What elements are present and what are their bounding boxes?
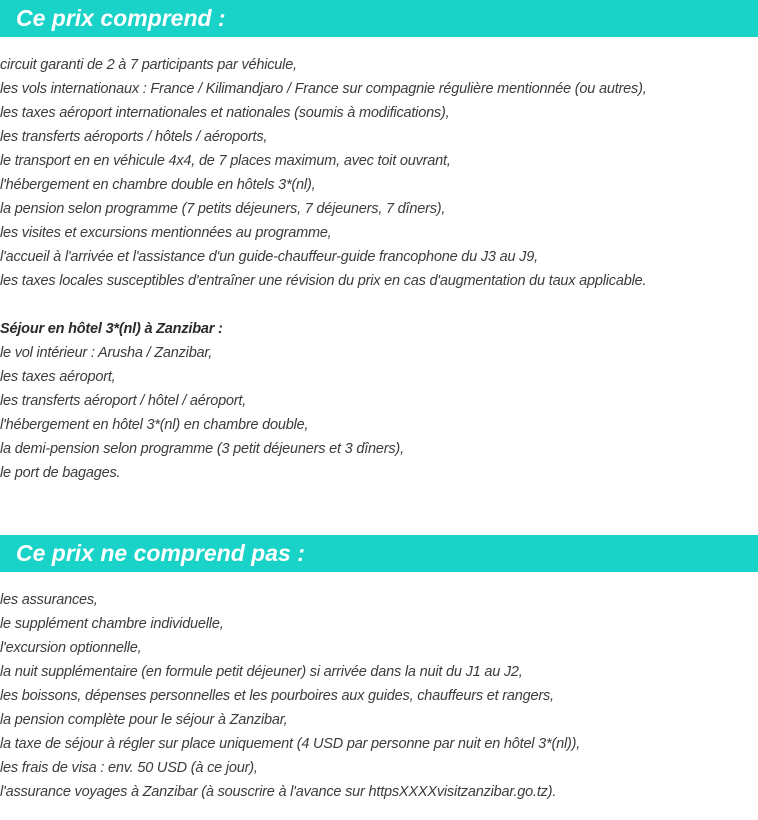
list-item: l'excursion optionnelle, — [0, 640, 142, 656]
list-item: circuit garanti de 2 à 7 participants par véhicule, — [0, 57, 297, 73]
zanzibar-heading: Séjour en hôtel 3*(nl) à Zanzibar : — [0, 321, 223, 337]
list-item: les taxes aéroport internationales et nationales (soumis à modifications), — [0, 105, 450, 121]
list-item: la nuit supplémentaire (en formule petit déjeuner) si arrivée dans la nuit du J1 au J2, — [0, 664, 523, 680]
list-item: l'hébergement en hôtel 3*(nl) en chambre double, — [0, 417, 309, 433]
list-item: l'accueil à l'arrivée et l'assistance d'un guide-chauffeur-guide francophone du J3 au J9, — [0, 249, 538, 265]
list-item: la pension complète pour le séjour à Zanzibar, — [0, 712, 288, 728]
excluded-title: Ce prix ne comprend pas : — [16, 540, 305, 566]
list-item: les frais de visa : env. 50 USD (à ce jour), — [0, 760, 258, 776]
list-item: le port de bagages. — [0, 465, 121, 481]
list-item: l'assurance voyages à Zanzibar (à souscrire à l'avance sur httpsXXXXvisitzanzibar.go.tz). — [0, 784, 557, 800]
list-item: l'hébergement en chambre double en hôtels 3*(nl), — [0, 177, 316, 193]
list-item: la pension selon programme (7 petits déjeuners, 7 déjeuners, 7 dîners), — [0, 201, 446, 217]
list-item: la taxe de séjour à régler sur place uniquement (4 USD par personne par nuit en hôtel 3*(nl)), — [0, 736, 581, 752]
list-item: les boissons, dépenses personnelles et les pourboires aux guides, chauffeurs et rangers, — [0, 688, 554, 704]
list-item: le transport en en véhicule 4x4, de 7 places maximum, avec toit ouvrant, — [0, 153, 451, 169]
list-item: le vol intérieur : Arusha / Zanzibar, — [0, 345, 213, 361]
list-item: les taxes locales susceptibles d'entraîner une révision du prix en cas d'augmentation du taux applicable. — [0, 273, 647, 289]
included-list — [0, 53, 758, 485]
list-item: les transferts aéroports / hôtels / aéroports, — [0, 129, 268, 145]
list-item: les visites et excursions mentionnées au programme, — [0, 225, 332, 241]
included-title: Ce prix comprend : — [16, 5, 226, 31]
excluded-banner — [0, 535, 758, 572]
list-item: le supplément chambre individuelle, — [0, 616, 224, 632]
excluded-list — [0, 588, 758, 804]
list-spacer — [0, 293, 758, 317]
list-item: les transferts aéroport / hôtel / aéroport, — [0, 393, 247, 409]
list-item: la demi-pension selon programme (3 petit déjeuners et 3 dîners), — [0, 441, 404, 457]
list-item: les taxes aéroport, — [0, 369, 116, 385]
included-banner — [0, 0, 758, 37]
list-item: les assurances, — [0, 592, 98, 608]
list-item: les vols internationaux : France / Kilimandjaro / France sur compagnie régulière mentionnée (ou autres), — [0, 81, 647, 97]
